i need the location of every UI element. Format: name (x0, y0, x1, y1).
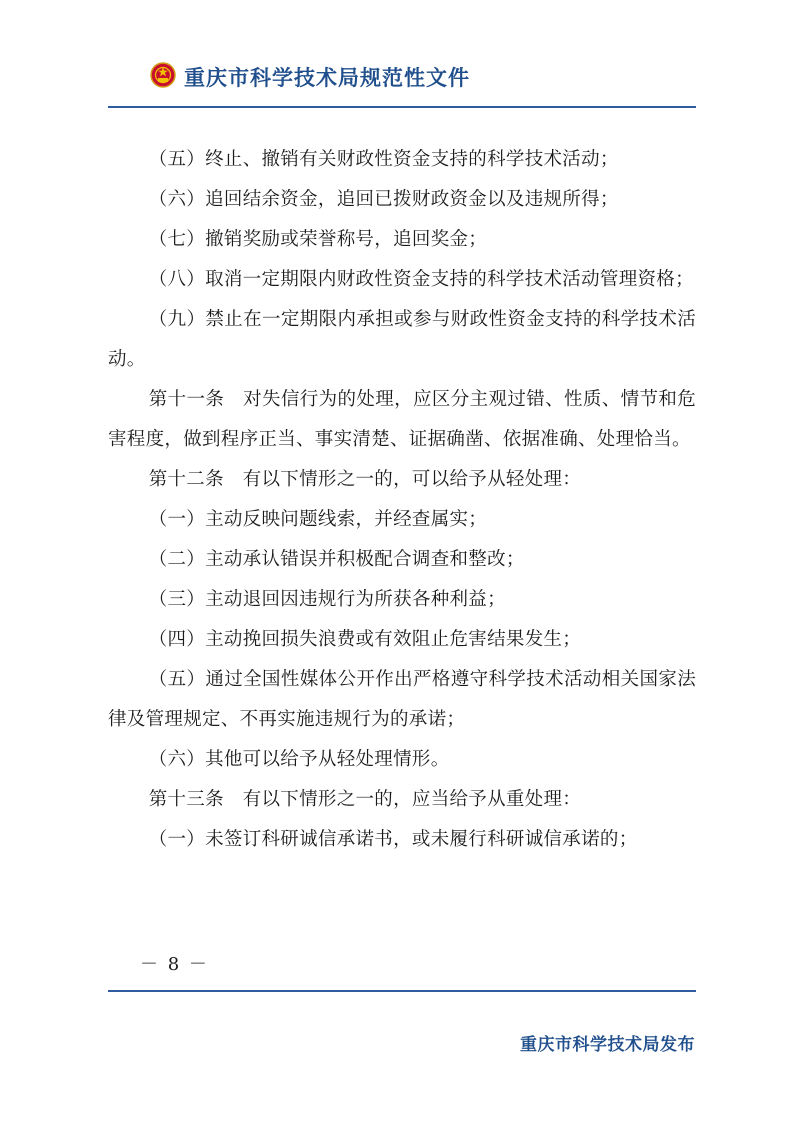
paragraph: （三）主动退回因违规行为所获各种利益； (148, 589, 506, 610)
paragraph: （一）主动反映问题线索，并经查属实； (148, 509, 488, 530)
paragraph: （五）终止、撤销有关财政性资金支持的科学技术活动； (148, 149, 619, 170)
page-number: － 8 － (140, 954, 209, 975)
header-divider (108, 106, 696, 108)
paragraph: （一）未签订科研诚信承诺书，或未履行科研诚信承诺的； (148, 829, 638, 850)
paragraph: （四）主动挽回损失浪费或有效阻止危害结果发生； (148, 629, 582, 650)
document-header-title: 重庆市科学技术局规范性文件 (184, 65, 470, 90)
article-paragraph: 第十二条 有以下情形之一的，可以给予从轻处理： (148, 469, 582, 490)
footer-publisher: 重庆市科学技术局发布 (520, 1035, 695, 1055)
footer-divider (108, 990, 696, 992)
document-body (108, 140, 696, 860)
paragraph: （八）取消一定期限内财政性资金支持的科学技术活动管理资格； (148, 269, 694, 290)
paragraph: （二）主动承认错误并积极配合调查和整改； (148, 549, 525, 570)
paragraph: （五）通过全国性媒体公开作出严格遵守科学技术活动相关国家法律及管理规定、不再实施违规行为的承诺； (108, 669, 696, 730)
paragraph: （九）禁止在一定期限内承担或参与财政性资金支持的科学技术活动。 (108, 309, 696, 370)
article-paragraph: 第十三条 有以下情形之一的，应当给予从重处理： (148, 789, 582, 810)
paragraph: （六）其他可以给予从轻处理情形。 (148, 749, 450, 770)
article-paragraph: 第十一条 对失信行为的处理，应区分主观过错、性质、情节和危害程度，做到程序正当、事实清楚、证据确凿、依据准确、处理恰当。 (108, 389, 696, 450)
document-header (108, 52, 696, 106)
national-emblem-icon (150, 62, 176, 88)
paragraph: （七）撤销奖励或荣誉称号，追回奖金； (148, 229, 488, 250)
paragraph: （六）追回结余资金，追回已拨财政资金以及违规所得； (148, 189, 619, 210)
